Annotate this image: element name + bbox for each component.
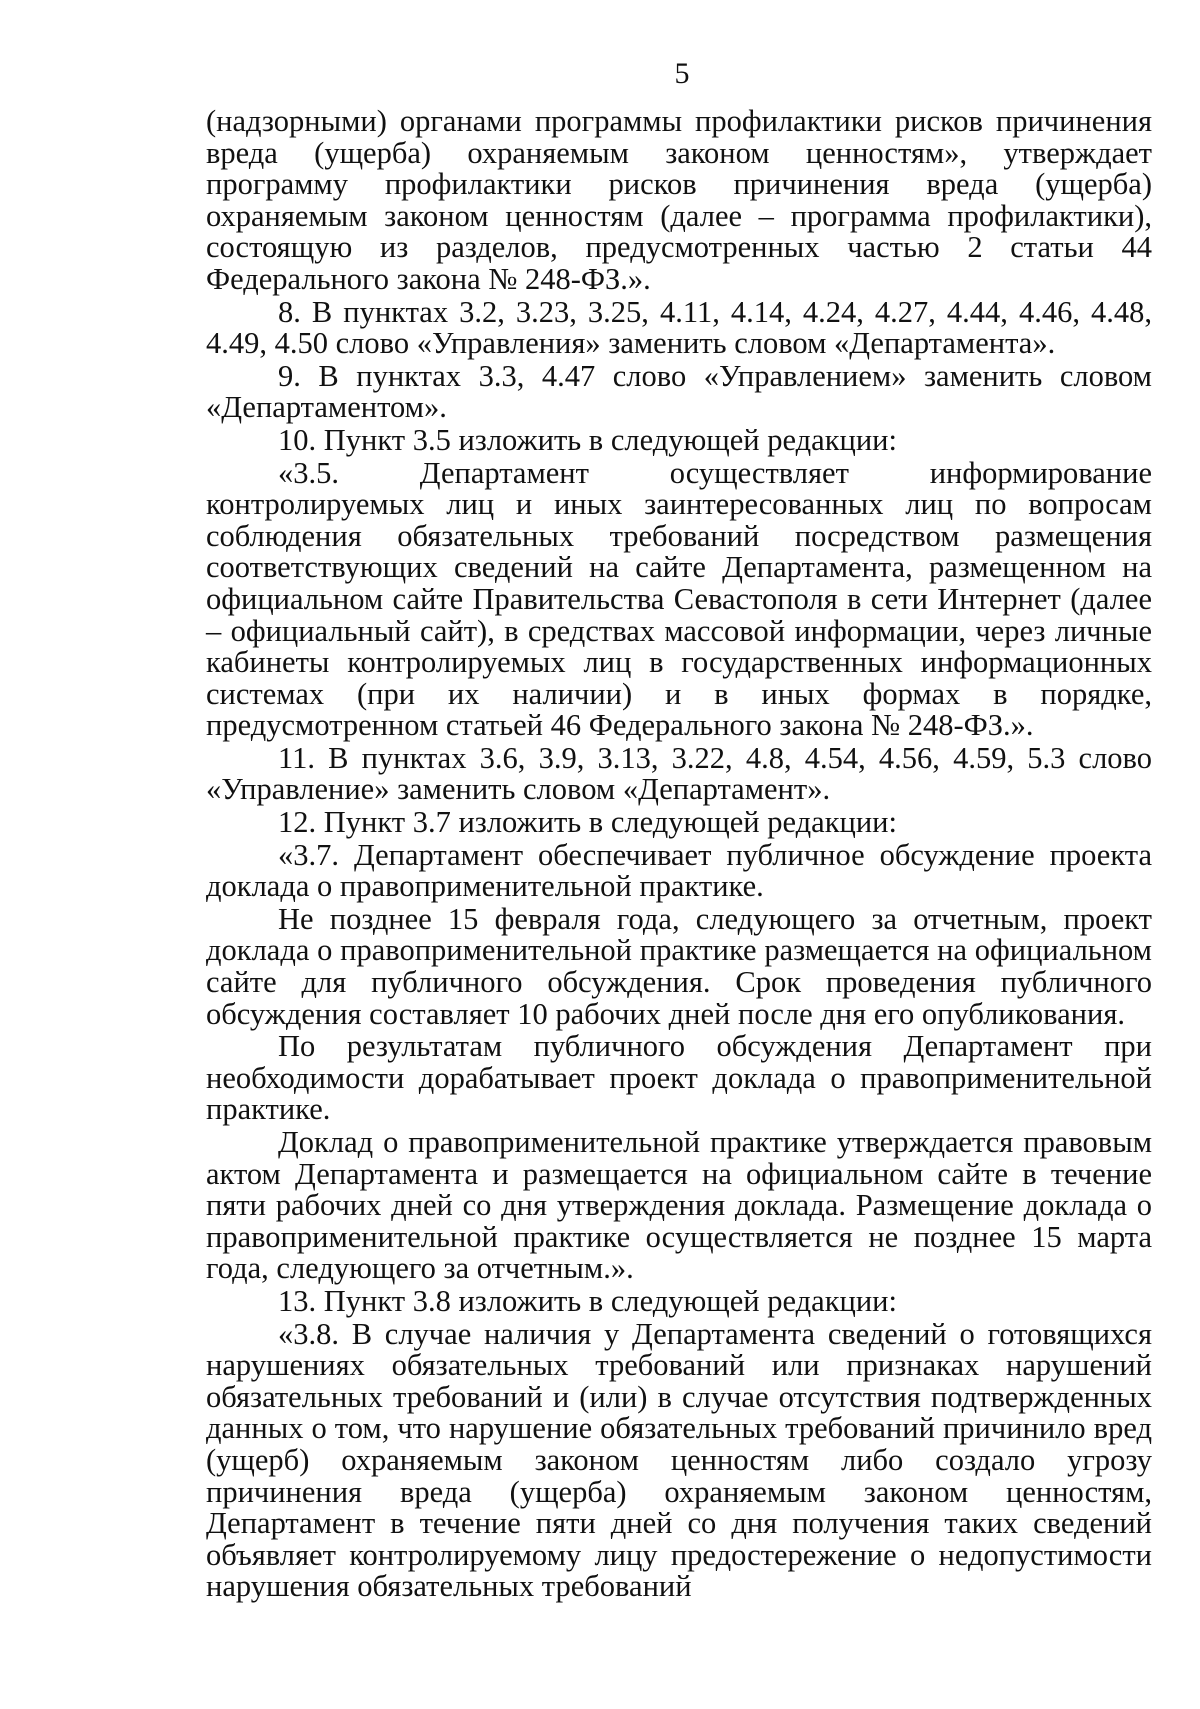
- page-number: 5: [674, 57, 690, 90]
- paragraph-item-9: 9. В пунктах 3.3, 4.47 слово «Управлением» заменить словом «Департаментом».: [206, 358, 1152, 425]
- paragraph-report-approval: Доклад о правоприменительной практике утверждается правовым актом Департамента и размещается на официальном сайте в течение пяти рабочих дней со дня утверждения доклада. Размещение доклада о правоприменительной практике осуществляется не позднее 15 марта года, следующего за отчетным.».: [206, 1125, 1152, 1286]
- paragraph-item-11: 11. В пунктах 3.6, 3.9, 3.13, 3.22, 4.8, 4.54, 4.56, 4.59, 5.3 слово «Управление» заменить словом «Департамент».: [206, 740, 1152, 807]
- paragraph-item-10: 10. Пункт 3.5 изложить в следующей редакции:: [278, 422, 897, 457]
- paragraph-item-8: 8. В пунктах 3.2, 3.23, 3.25, 4.11, 4.14, 4.24, 4.27, 4.44, 4.46, 4.48, 4.49, 4.50 слово «Управления» заменить словом «Департамента».: [206, 294, 1152, 361]
- paragraph-clause-3-8: «3.8. В случае наличия у Департамента сведений о готовящихся нарушениях обязательных требований или признаках нарушений обязательных требований и (или) в случае отсутствия подтвержденных данных о том, что нарушение обязательных требований причинило вред (ущерб) охраняемым законом ценностям либо создало угрозу причинения вреда (ущерба) охраняемым законом ценностям, Департамент в течение пяти дней со дня получения таких сведений объявляет контролируемому лицу предостережение о недопустимости нарушения обязательных требований: [206, 1316, 1152, 1604]
- paragraph-item-12: 12. Пункт 3.7 изложить в следующей редакции:: [278, 805, 897, 840]
- paragraph-discussion-results: По результатам публичного обсуждения Департамент при необходимости дорабатывает проект доклада о правоприменительной практике.: [206, 1029, 1152, 1127]
- paragraph-1-continuation: (надзорными) органами программы профилактики рисков причинения вреда (ущерба) охраняемым законом ценностям», утверждает программу профилактики рисков причинения вреда (ущерба) охраняемым законом ценностям (далее – программа профилактики), состоящую из разделов, предусмотренных частью 2 статьи 44 Федерального закона № 248-ФЗ.».: [206, 104, 1152, 296]
- paragraph-clause-3-7: «3.7. Департамент обеспечивает публичное обсуждение проекта доклада о правоприменительной практике.: [206, 837, 1152, 904]
- paragraph-publication-deadline: Не позднее 15 февраля года, следующего за отчетным, проект доклада о правоприменительной практике размещается на официальном сайте для публичного обсуждения. Срок проведения публичного обсуждения составляет 10 рабочих дней после дня его опубликования.: [206, 901, 1152, 1031]
- document-page: [206, 56, 1152, 1603]
- paragraph-clause-3-5: «3.5. Департамент осуществляет информирование контролируемых лиц и иных заинтересованных лиц по вопросам соблюдения обязательных требований посредством размещения соответствующих сведений на сайте Департамента, размещенном на официальном сайте Правительства Севастополя в сети Интернет (далее – официальный сайт), в средствах массовой информации, через личные кабинеты контролируемых лиц в государственных информационных системах (при их наличии) и в иных формах в порядке, предусмотренном статьей 46 Федерального закона № 248-ФЗ.».: [206, 455, 1152, 743]
- paragraph-item-13: 13. Пункт 3.8 изложить в следующей редакции:: [278, 1283, 897, 1318]
